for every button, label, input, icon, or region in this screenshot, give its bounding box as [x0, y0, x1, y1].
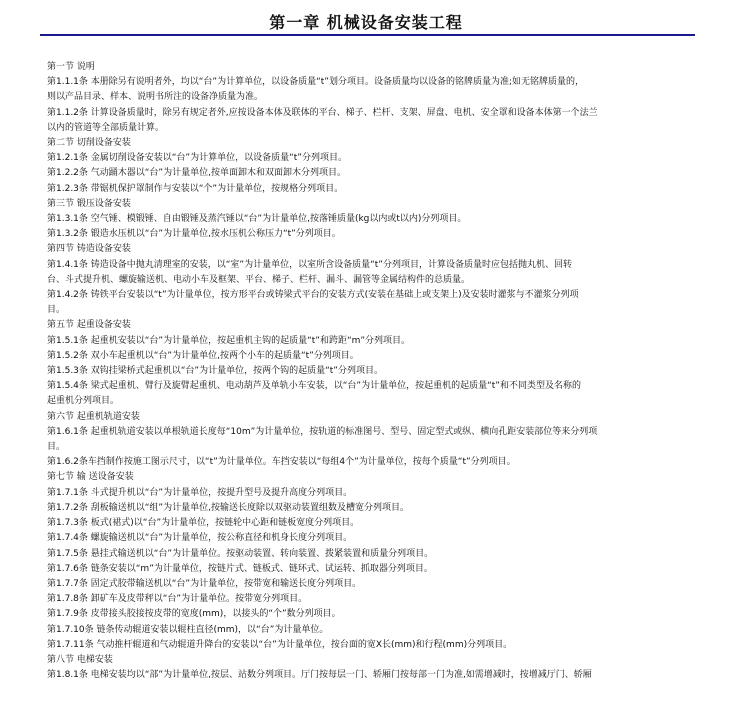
section-heading: 第二节 切削设备安装: [47, 138, 131, 149]
text-line: 第1.7.9条 皮带接头胶接按皮带的宽度(mm)，以接头的“个”数分列项目。: [47, 609, 341, 620]
text-line: 第1.8.1条 电梯安装均以“部”为计量单位,按层、站数分列项目。厅门按每层一门、轿厢门按每部一门为准,如需增减时，按增减厅门、轿厢: [47, 670, 592, 681]
chapter-title: 第一章 机械设备安装工程: [269, 13, 463, 32]
text-line: 第1.3.2条 锻造水压机以“台”为计量单位,按水压机公称压力“t”分列项目。: [47, 229, 341, 240]
section-heading: 第八节 电梯安装: [47, 654, 113, 665]
text-line: 目。: [47, 305, 66, 316]
text-line: 目。: [47, 442, 66, 453]
text-line: 第1.4.2条 铸铁平台安装以“t”为计量单位，按方形平台或铸梁式平台的安装方式(安装在基础上或支架上)及安装时灌浆与不灌浆分列项: [47, 290, 579, 301]
text-line: 第1.1.1条 本册除另有说明者外，均以“台”为计算单位，以设备质量“t”划分项目。设备质量均以设备的铭牌质量为准;如无铭牌质量的，: [47, 77, 584, 88]
text-line: 第1.5.3条 双钩挂梁桥式起重机以“台”为计量单位，按两个钩的起质量“t”分列项目。: [47, 366, 383, 377]
text-line: 第1.2.2条 气动踊木器以“台”为计量单位,按单面卸木和双面卸木分列项目。: [47, 168, 346, 179]
text-line: 第1.5.1条 起重机安装以“台”为计量单位，按起重机主钩的起质量“t”和跨距“m”分列项目。: [47, 335, 411, 346]
section-heading: 第六节 起重机轨道安装: [47, 411, 140, 422]
text-line: 第1.4.1条 铸造设备中抛丸清理室的安装，以“室”为计量单位，以室所含设备质量“t”分列项目，计算设备质量时应包括抛丸机、回转: [47, 259, 572, 270]
text-line: 第1.1.2条 计算设备质量时，除另有规定者外,应按设备本体及联体的平台、梯子、栏杆、支架、屏盘、电机、安全罩和设备本体第一个法兰: [47, 107, 598, 118]
text-line: 第1.7.10条 链条传动辊道安装以辊柱直径(mm)，以“台”为计量单位。: [47, 624, 329, 635]
text-line: 第1.5.4条 梁式起重机、臂行及旋臂起重机、电动葫芦及单轨小车安装，以“台”为计量单位，按起重机的起质量“t”和不同类型及名称的: [47, 381, 581, 392]
section-heading: 第七节 输 送设备安装: [47, 472, 134, 483]
text-line: 第1.2.1条 金属切削设备安装以“台”为计算单位，以设备质量“t”分列项目。: [47, 153, 347, 164]
text-line: 第1.7.2条 刮板输送机以“组”为计量单位,按输送长度除以双驱动装置组数及槽宽分列项目。: [47, 502, 409, 513]
text-line: 第1.7.5条 悬挂式输送机以“台”为计量单位。按驱动装置、转向装置、拨紧装置和质量分列项目。: [47, 548, 434, 559]
text-line: 第1.7.1条 斗式提升机以“台”为计量单位，按提升型号及提升高度分列项目。: [47, 487, 353, 498]
text-line: 第1.7.11条 气动推杆辊道和气动辊道升降台的安装以“台”为计量单位，按台面的宽X长(mm)和行程(mm)分列项目。: [47, 639, 513, 650]
text-line: 以内的管道等全部质量计算。: [47, 122, 165, 133]
text-line: 第1.5.2条 双小车起重机以“台”为计量单位,按两个小车的起质量“t”分列项目。: [47, 350, 359, 361]
section-heading: 第五节 起重设备安装: [47, 320, 131, 331]
text-line: 台、斗式提升机、螺旋输送机、电动小车及框架、平台、梯子、栏杆、漏斗、漏管等金属结构件的总质量。: [47, 274, 471, 285]
text-line: 起重机分列项目。: [47, 396, 120, 407]
text-line: 第1.7.3条 板式(裙式)以“台”为计量单位，按链轮中心距和链板宽度分列项目。: [47, 518, 360, 529]
text-line: 第1.3.1条 空气锤、模锻锤、自由锻锤及蒸汽锤以“台”为计量单位,按落锤质量(kg以内或t以内)分列项目。: [47, 214, 467, 225]
text-line: 第1.7.8条 卸矿车及皮带秤以“台”为计量单位。按带宽分列项目。: [47, 594, 308, 605]
section-heading: 第四节 铸造设备安装: [47, 244, 131, 255]
text-line: 第1.6.1条 起重机轨道安装以单根轨道长度每“10m”为计量单位，按轨道的标准图号、型号、固定型式或纵、横向孔距安装部位等来分列项: [47, 426, 598, 437]
text-line: 则以产品目录、样本、说明书所注的设备净质量为准。: [47, 92, 264, 103]
document-body: [47, 60, 687, 683]
text-line: 第1.6.2条车挡制作按施工图示尺寸，以“t”为计量单位。车挡安装以“每组4个”为计量单位，按每个质量“t”分列项目。: [47, 457, 516, 468]
text-line: 第1.7.7条 固定式胶带输送机以“台”为计量单位，按带宽和输送长度分列项目。: [47, 578, 362, 589]
text-line: 第1.7.4条 螺旋输送机以“台”为计量单位，按公称直径和机身长度分列项目。: [47, 533, 353, 544]
text-line: 第1.2.3条 带锯机保护罩制作与安装以“个”为计量单位，按规格分列项目。: [47, 183, 344, 194]
text-line: 第1.7.6条 链条安装以“m”为计量单位，按链片式、链板式、链环式、试运转、抓取器分列项目。: [47, 563, 433, 574]
title-divider: [40, 34, 695, 36]
section-heading: 第三节 锻压设备安装: [47, 198, 131, 209]
section-heading: 第一节 说明: [47, 62, 95, 72]
